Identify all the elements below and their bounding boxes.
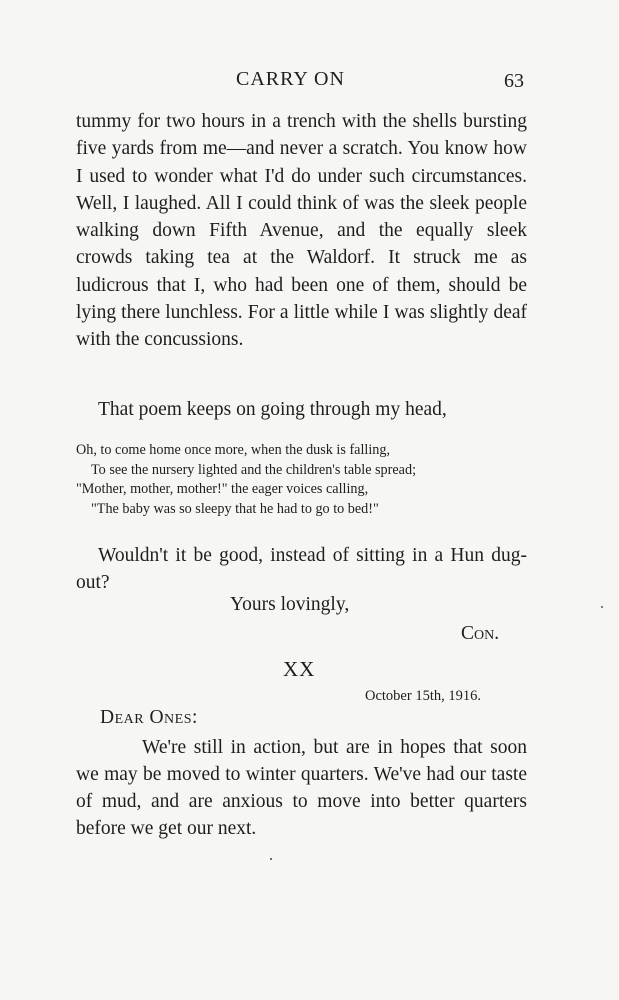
poem-line: Oh, to come home once more, when the dusk is falling,	[76, 442, 391, 458]
page-header	[0, 68, 619, 98]
salutation: Dear Ones:	[100, 707, 198, 728]
closing-paragraph	[76, 542, 527, 596]
letter-date: October 15th, 1916.	[365, 688, 481, 704]
poem-line: "Mother, mother, mother!" the eager voices calling,	[76, 481, 369, 497]
signoff: Yours lovingly,	[230, 594, 350, 615]
signature: Con.	[461, 623, 500, 644]
running-head: CARRY ON	[236, 68, 345, 90]
paragraph-2: That poem keeps on going through my head,	[98, 399, 447, 420]
body-paragraph	[76, 108, 527, 354]
closing-text: Wouldn't it be good, instead of sitting in a Hun dug-out?	[76, 545, 527, 593]
letter-text: We're still in action, but are in hopes that soon we may be moved to winter quarters. We've had our taste of mud, and are anxious to move into better quarters before we get our next.	[76, 737, 527, 839]
page-number: 63	[504, 70, 524, 92]
chapter-heading: XX	[283, 657, 316, 681]
print-speck	[270, 858, 272, 860]
body-paragraph-2	[76, 396, 527, 423]
print-speck	[601, 606, 603, 608]
poem-quote	[76, 441, 536, 519]
letter-paragraph	[76, 734, 527, 842]
paragraph-1: tummy for two hours in a trench with the shells bursting five yards from me—and never a scratch. You know how I used to wonder what I'd do under such circumstances. Well, I laughed. All I could think of was the sleek people walking down Fifth Avenue, and the equally sleek crowds taking tea at the Waldorf. It struck me as ludicrous that I, who had been one of them, should be lying there lunchless. For a little while I was slightly deaf with the concussions.	[76, 111, 527, 351]
poem-line: To see the nursery lighted and the children's table spread;	[91, 461, 417, 478]
poem-line: "The baby was so sleepy that he had to go to bed!"	[91, 500, 379, 517]
